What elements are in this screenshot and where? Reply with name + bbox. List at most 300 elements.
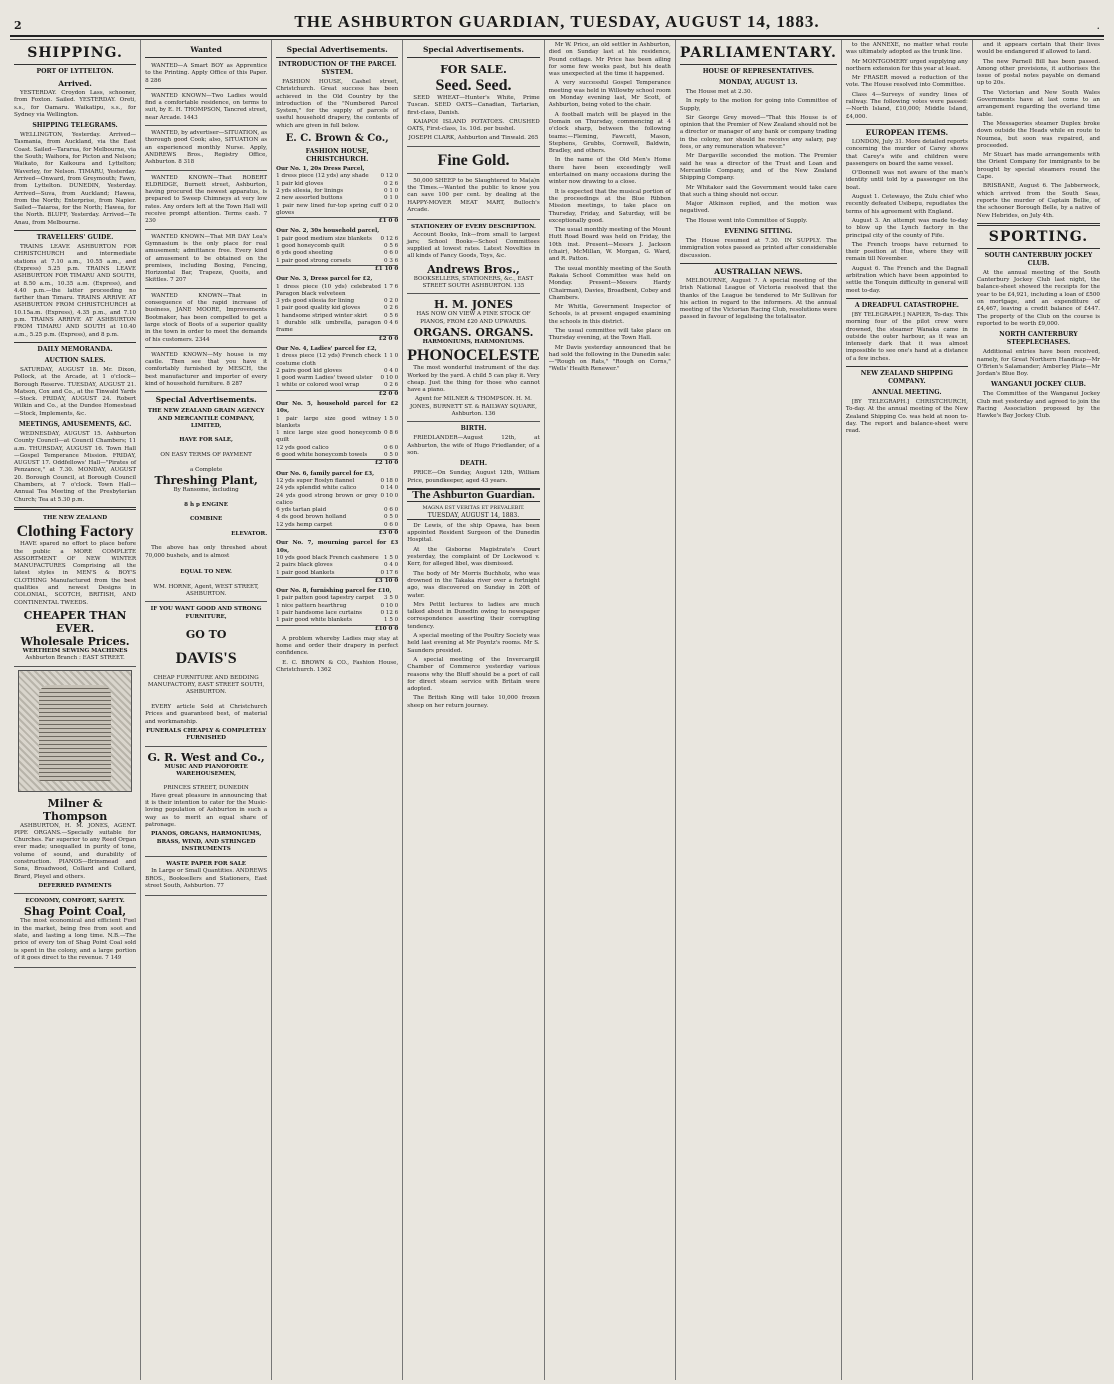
news-paragraph: Mr Dargaville seconded the motion. The Premier said he was a director of the Trust and Loan and Mercantile Company, and of the New Zealand Shipping Company. (679, 153, 837, 182)
evening-heading: EVENING SITTING. (724, 228, 793, 236)
threshing-title: Threshing Plant, (154, 473, 258, 487)
parcel-title: Our No. 6, family parcel for £3, (276, 470, 375, 477)
parcel-item (276, 522, 398, 529)
masthead-mark: . (1096, 19, 1100, 32)
parcel-item (276, 617, 398, 624)
sales-text: SATURDAY, AUGUST 18. Mr. Dixon, Pollock, at the Arcade, at 1 o'clock—Borough Reserve. TUESDAY, AUGUST 21. Matson, Cox and Co., at the Tinwald Yards—Stock. FRIDAY, AUGUST 24. Robert Wilkin and Co., at the Dundee Homestead—Stock, Implements, &c. (14, 366, 137, 417)
news-paragraph: The Messageries steamer Duplex broke down outside the Heads while en route to Noumea, but soon was repaired, and proceeded. (976, 120, 1100, 149)
parcel-item-price: 0 6 0 (384, 444, 399, 451)
parcel-total: £2 10 0 (276, 459, 398, 467)
arrived-text: YESTERDAY. Croydon Lass, schooner, from Foxton. Sailed. YESTERDAY. Oreti, s.s., for Oamaru. Waikatipu, s.s., for Sydney via Wellington. (14, 90, 137, 118)
catastrophe-heading: A DREADFUL CATASTROPHE. (854, 301, 959, 309)
column-1 (10, 40, 141, 1380)
parcel-item (276, 243, 398, 250)
news-paragraph: The usual committee will take place on Thursday evening, at the Town Hall. (548, 327, 671, 342)
phonoceleste-title: PHONOCELESTE (407, 347, 540, 365)
parcel-item (276, 610, 398, 617)
clark-text: JOSEPH CLARK, Ashburton and Tinwald. 265 (408, 135, 539, 142)
parcel-item-label: 1 pair good strong corsets (276, 257, 351, 264)
parcel-item-price: 0 6 0 (384, 521, 399, 528)
engine-text: 8 h p ENGINE (184, 501, 229, 508)
forsale-title: FOR SALE. (440, 63, 507, 76)
parcel-item (276, 430, 398, 445)
parcel-item (276, 313, 398, 320)
parcel-total: £3 0 0 (276, 529, 398, 537)
parcel-item-label: 1 good warm Ladies' tweed ulster (276, 375, 373, 382)
australian-heading: AUSTRALIAN NEWS. (714, 266, 803, 276)
parcel-item (276, 284, 398, 299)
news-paragraph: The Victorian and New South Wales Governments have at last come to an arrangement regarding the overland time table. (976, 89, 1100, 118)
horne-text: WM. HORNE, Agent, WEST STREET, ASHBURTON. (153, 583, 259, 598)
parcel-block (276, 346, 398, 398)
milner-ad (14, 795, 136, 895)
wanted-ad: WANTED—A Smart BOY as Apprentice to the Printing. Apply Office of this Paper. 8 286 (145, 61, 267, 89)
telegrams-heading: SHIPPING TELEGRAMS. (32, 122, 118, 130)
go-to: GO TO (185, 628, 227, 642)
travellers-text: TRAINS LEAVE ASHBURTON FOR CHRISTCHURCH and intermediate stations at 7.10 a.m., 10.55 a.m., and (Express) 5.25 p.m. TRAINS LEAVE ASHBURTON FOR TIMARU AND SOUTH, at 8.50 a.m., 10.35 a.m. (Express), and 4.40 p.m.—the latter proceeding no farther than Timaru. TRAINS ARRIVE AT ASHBURTON FROM CHRISTCHURCH at 10.15a.m. (Express), 4.35 p.m., and 7.10 p.m. TRAINS ARRIVE AT ASHBURTON FROM TIMARU AND SOUTH at 10.40 a.m., 5.25 p.m. (Express), and 8 p.m. (14, 244, 137, 338)
news-paragraph: The House went into Committee of Supply. (685, 217, 808, 224)
parcel-item (276, 493, 398, 508)
parcel-item-price: 0 8 6 (384, 430, 399, 437)
deferred-text: DEFERRED PAYMENTS (38, 882, 112, 889)
parcel-item-label: 1 white or colored wool wrap (276, 382, 360, 389)
parcel-item-price: 0 10 0 (380, 492, 399, 499)
parcel-item-label: 12 yds good calico (276, 444, 329, 451)
birth-heading: BIRTH. (460, 425, 487, 433)
parcel-item-price: 1 7 6 (384, 283, 399, 290)
paper-date: TUESDAY, AUGUST 14, 1883. (407, 512, 539, 520)
wanted-ad: WANTED, by advertiser—SITUATION, as thorough good Cook; also, SITUATION as an experienced monthly Nurse. Apply, ANDREWS Bros., Registry Office, Ashburton. 8 318 (145, 128, 267, 170)
parcel-item-label: 10 yds good black French cashmere (276, 554, 379, 561)
brown-footer: E. C. BROWN & CO., Fashion House, Christchurch. 1362 (276, 659, 399, 674)
news-paragraph: Mr FRASER moved a reduction of the vote. The House resolved into Committee. (845, 75, 968, 89)
west-sub: MUSIC AND PIANOFORTE WAREHOUSEMEN, (164, 763, 248, 777)
wanted-ad: WANTED KNOWN—Two Ladies would find a comfortable residence, on terms to suit, by E. H. THOMPSON, Tancred street, near Arcade. 1443 (145, 91, 267, 126)
news-paragraph: The new Parnell Bill has been passed. Among other provisions, it authorises the issue of postal notes payable on demand up to 20s. (976, 58, 1100, 87)
death-text: PRICE—On Sunday, August 12th, William Price, poundkeeper, aged 43 years. (407, 470, 540, 484)
parcel-block (276, 471, 398, 538)
seed-text: SEED WHEAT—Hunter's White, Prime Tuscan. SEED OATS—Canadian, Tartarian, first-class, Danish. (407, 95, 540, 116)
organs-title: ORGANS. ORGANS. (413, 325, 534, 339)
seed-title: Seed. Seed. (435, 77, 512, 94)
parcel-item-label: 4 ds good brown holland (276, 514, 347, 521)
column-2 (141, 40, 272, 1380)
news-paragraph: At the Gisborne Magistrate's Court yesterday, the complaint of Dr Lockwood v. Kerr, for alleged libel, was dismissed. (407, 546, 540, 568)
news-paragraph: The House met at 2.30. (685, 89, 753, 95)
wanganui-heading: WANGANUI JOCKEY CLUB. (991, 381, 1086, 389)
sporting-heading: SPORTING. (977, 229, 1100, 249)
parcel-title: Our No. 2, 30s household parcel, (276, 228, 380, 235)
news-body (407, 523, 539, 710)
wholesale-text: Wholesale Prices. (20, 634, 130, 648)
parcel-total: £3 10 0 (276, 577, 398, 585)
davis-title: DAVIS'S (175, 649, 237, 667)
death-heading: DEATH. (459, 460, 488, 468)
special-heading: Special Advertisements. (155, 395, 257, 405)
easy-terms: ON EASY TERMS OF PAYMENT (160, 452, 252, 459)
milner-text: ASHBURTON, H. M. JONES, AGENT. PIPE ORGANS.—Specially suitable for Churches. Far superior to any Reed Organ ever made; unequalled in purity of tone, volume of sound, and durability of construction. PIANOS—Brinsmead and Sons, Broadwood, Collard and Collard, Brard, Pleyel and others. (14, 822, 137, 880)
special-heading: Special Advertisements. (422, 45, 525, 54)
waste-title: WASTE PAPER FOR SALE (166, 861, 247, 868)
news-paragraph: The French troops have returned to their position at Hue, where they will remain till November. (845, 241, 968, 263)
news-paragraph: The British King will take 10,000 frozen sheep on her return journey. (407, 695, 540, 709)
parcel-item-label: 1 pair good white blankets (276, 617, 352, 624)
parcel-title: Our No. 1, 20s Dress Parcel, (276, 166, 365, 173)
parcel-item-label: 1 dress piece (10 yds) celebrated Paragon black velveteen (276, 283, 381, 297)
parcel-item-price: 0 5 0 (384, 514, 399, 521)
news-paragraph: A football match will be played in the Domain on Thursday, commencing at 4 o'clock sharp, between the following teams:—Fleming, Fawcett, Mason, Stephens, Grubbs, Cornwell, Baldwin, Bradley, and others. (548, 111, 671, 155)
account-text: Account Books, Ink—from small to largest jars; School Books—School Committees supplied at lowest rates. Latest Novelties in all kinds of Fancy Goods, Toys, &c. (407, 231, 540, 260)
parcel-item (276, 250, 398, 257)
european-heading: EUROPEAN ITEMS. (865, 127, 949, 137)
news-paragraph: Mr Stuart has made arrangements with the Orient Company for immigrants to be brought by special steamers round the Cape. (976, 152, 1100, 181)
house-heading: HOUSE OF REPRESENTATIVES. (702, 68, 814, 75)
parcel-item (276, 368, 398, 375)
parcel-block (276, 166, 398, 225)
parcel-block (276, 540, 398, 585)
parcel-block (276, 588, 398, 633)
have-for-sale: HAVE FOR SALE, (179, 437, 233, 444)
west-list: PIANOS, ORGANS, HARMONIUMS, BRASS, WIND, AND STRINGED INSTRUMENTS (150, 831, 262, 852)
problem-text: A problem whereby Ladies may stay at home and order their drapery in perfect confidence. (276, 635, 399, 657)
parcel-block (276, 276, 398, 343)
brown-title: E. C. Brown & Co., (285, 133, 389, 145)
steeple-heading: NORTH CANTERBURY STEEPLECHASES. (999, 331, 1078, 347)
parcel-item-label: 2 yds silesia, for linings (276, 187, 344, 194)
news-paragraph: Mr W. Price, an old settler in Ashburton, died on Sunday last at his residence, Pound cottage. Mr Price has been ailing for some few weeks past, but his death was unexpected at the time it happened. (548, 42, 671, 78)
parcel-item-label: 1 pair handsome lace curtains (276, 610, 363, 616)
funerals-text: FUNERALS CHEAPLY & COMPLETELY FURNISHED (146, 727, 267, 742)
news-paragraph: Mrs Pettit lectures to ladies are much talked about in Dunedin owing to newspaper correspondence asserting their corrupting tendency. (407, 601, 540, 630)
parcel-item-label: 6 good white honeycomb towels (276, 452, 368, 459)
annual-heading: ANNUAL MEETING. (872, 388, 942, 396)
parcel-item-price: 3 5 0 (384, 595, 399, 602)
andrews-sub: BOOKSELLERS, STATIONERS, &c., EAST STREET SOUTH ASHBURTON. 135 (413, 275, 534, 290)
parcel-item-price: 0 4 0 (384, 562, 399, 569)
parcel-item-price: 1 5 0 (384, 617, 399, 624)
parcel-item-label: 1 nice large size good honeycomb quilt (276, 430, 381, 444)
australian-text: MELBOURNE, August 7. A special meeting of the Irish National League of Victoria resolved that the thanks of the League be tendered to Mr Sullivan for his action in regard to the informers. At the annual meeting of the Victorian Racing Club, resolutions were passed in favour of legalising the totalisator. (679, 277, 837, 321)
parcel-item (276, 514, 398, 521)
parcel-item (276, 353, 398, 368)
wanted-list (145, 61, 267, 392)
meetings-heading: MEETINGS, AMUSEMENTS, &C. (18, 420, 132, 428)
parcel-item-price: 0 12 6 (380, 610, 399, 616)
news-paragraph: Major Atkinson replied, and the motion was negatived. (679, 201, 837, 215)
parcel-item-price: 0 18 0 (380, 477, 399, 484)
news-paragraph: Mr Whitaker said the Government would take care that such a thing should not occur. (679, 184, 837, 198)
parcel-item-price: 0 1 0 (384, 195, 399, 202)
parcel-item-label: 1 handsome striped winter skirt (276, 312, 368, 319)
parcel-total: £1 10 0 (276, 265, 398, 273)
parcel-item-label: 12 yds hemp carpet (276, 521, 333, 528)
parcel-item (276, 445, 398, 452)
clothing-heading: THE NEW ZEALAND (42, 514, 108, 521)
masthead (10, 6, 1104, 37)
parcel-item (276, 507, 398, 514)
parcel-item-price: 1 5 0 (384, 554, 399, 561)
paper-title: The Ashburton Guardian. (407, 488, 539, 502)
wanganui-text: The Committee of the Wanganui Jockey Club met yesterday and agreed to join the Racing Association proposed by the Hawke's Bay Jockey Club. (976, 391, 1100, 420)
sales-heading: AUCTION SALES. (44, 356, 106, 364)
every-article: EVERY article Sold at Christchurch Prices and guaranteed best, of material and workmanship. (145, 704, 268, 725)
special-heading: Special Advertisements. (286, 45, 388, 54)
parcel-title: Our No. 7, mourning parcel for £3 10s, (276, 540, 399, 554)
news-paragraph: Sir George Grey moved—"That this House is of opinion that the Premier of New Zealand should not be a director or manager of any bank or company trading in the colony, nor should he receive any salary, pay fees, or any remuneration whatever." (679, 114, 837, 151)
parcel-item-label: 3 yds good silesia for lining (276, 298, 355, 305)
news-paragraph: In the name of the Old Men's Home there have been exceedingly well entertained on many occasions during the winter now drawing to a close. (548, 157, 671, 186)
news-paragraph: A very successful Gospel Temperance meeting was held in Willowby school room on Monday evening last, Mr Scott, of Ashburton, being voted to the chair. (548, 80, 671, 109)
parcel-item (276, 195, 398, 202)
combine-text: COMBINE (189, 516, 223, 523)
if-you-want: IF YOU WANT GOOD AND STRONG FURNITURE, (150, 606, 262, 620)
parcel-item-price: 0 10 0 (380, 375, 399, 382)
west-ad (145, 749, 267, 858)
parcel-item-price: 0 2 6 (384, 180, 399, 187)
parcel-heading: INTRODUCTION OF THE PARCEL SYSTEM. (278, 61, 396, 76)
parcel-block (276, 228, 398, 273)
parcel-item-label: 24 yds splendid white calico (276, 485, 357, 492)
news-paragraph: August 3. An attempt was made to-day to blow up the Lynch factory in the principal city of the county of Fife. (845, 217, 968, 239)
masthead-title: THE ASHBURTON GUARDIAN, TUESDAY, AUGUST 14, 1883. (294, 12, 820, 31)
agency-name: THE NEW ZEALAND GRAIN AGENCY AND MERCANTILE COMPANY, LIMITED, (147, 408, 265, 429)
davis-text: CHEAP FURNITURE AND BEDDING MANUFACTORY, EAST STREET SOUTH, ASHBURTON. (147, 674, 265, 696)
parcel-item (276, 203, 398, 218)
phono-text: The most wonderful instrument of the day. Worked by the yard. A child 5 can play it. Very cheap. Just the thing for those who cannot have a piano. (407, 365, 540, 394)
news-paragraph: The usual monthly meeting of the Mount Hutt Road Board was held on Friday, the 10th inst. Present—Messrs J. Jackson (chair), McMillan, W. Morgan, G. Ward, and R. Patton. (548, 227, 671, 263)
parcel-item-label: 2 new assorted buttons (276, 195, 343, 202)
gold-title: Fine Gold. (437, 151, 510, 169)
parcel-item (276, 188, 398, 195)
davis-ad (145, 604, 267, 746)
west-addr: PRINCES STREET, DUNEDIN (163, 785, 249, 792)
news-paragraph: LONDON, July 31. More detailed reports concerning the murder of Carey shows that Carey's wife and children were passengers on board the same vessel. (845, 138, 968, 167)
wanted-ad: WANTED KNOWN—That ROBERT ELDRIDGE, Burnett street, Ashburton, having procured the newest apparatus, is prepared to Sweep Chimneys at very low rates. Any orders left at the Town Hall will receive prompt attention. Terms cash. 7 230 (145, 173, 267, 230)
elevator-text: ELEVATOR. (231, 530, 268, 537)
parcel-item-price: 0 12 6 (380, 235, 399, 242)
news-paragraph: Class 4—Surveys of sundry lines of railway. The following votes were passed:—North Island, £10,000; Middle Island, £4,000. (845, 91, 968, 120)
stationery-ad (407, 222, 539, 294)
news-paragraph: The body of Mr Morris Buchholz, who was drowned in the Takaka river over a fortnight ago, was discovered on Sunday in 20ft of water. (407, 570, 540, 599)
parcel-item-price: 0 5 6 (384, 243, 399, 250)
paper-motto: MAGNA EST VERITAS ET PREVALEBIT. (422, 505, 525, 512)
column-grid (10, 39, 1104, 1380)
parcel-item (276, 555, 398, 562)
news-paragraph: A special meeting of the Poultry Society was held last evening at Mr Poyntz's rooms. Mr S. Saunders presided. (407, 633, 540, 654)
parcel-title: Our No. 8, furnishing parcel for £10, (276, 588, 392, 595)
parcel-item (276, 595, 398, 602)
parcel-item (276, 478, 398, 485)
crushed-text: KAIAPOI ISLAND POTATOES. CRUSHED OATS, First-class, 1s. 10d. per bushel. (407, 118, 540, 133)
jones-text: HAS NOW ON VIEW A FINE STOCK OF PIANOS, FROM £20 AND UPWARDS. (416, 311, 531, 325)
news-paragraph: Dr Lewis, of the ship Opawa, has been appointed Resident Surgeon of the Dunedin Hospital. (407, 522, 540, 544)
parcel-item-label: 1 dress piece (12 yds) French check costume cloth (276, 353, 381, 367)
parcel-item-label: 1 pair kid gloves (276, 180, 324, 187)
parcel-item-label: 1 pair good blankets (276, 569, 335, 576)
milner-title: Milner & Thompson (42, 796, 108, 823)
parcel-item-price: 0 6 0 (384, 507, 399, 514)
parcel-item-label: 1 nice pattern hearthrug (276, 602, 347, 609)
news-paragraph: and it appears certain that their lives would be endangered if allowed to land. (976, 42, 1100, 56)
parcel-text: FASHION HOUSE, Cashel street, Christchurch. Great success has been achieved in the Old Country by the introduction of the "Numbered Parcel System," for the supply of parcels of useful household drapery, the contents of which are given in full below. (276, 79, 399, 129)
economy-text: ECONOMY, COMFORT, SAFETY. (25, 898, 125, 905)
news-paragraph: It is expected that the musical portion of the proceedings at the Blue Ribbon Mission meetings, to take place on Thursday, Friday, and Saturday, will be exceptionally good. (548, 188, 671, 224)
waste-ad (145, 859, 267, 896)
parcel-item (276, 375, 398, 382)
andrews-title: Andrews Bros., (427, 262, 520, 276)
parcel-item-label: 1 pair good medium size blankets (276, 235, 372, 242)
waste-text: In Large or Small Quantities. ANDREWS BROS., Booksellers and Stationers, East street South, Ashburton. 77 (145, 868, 268, 890)
travellers-heading: TRAVELLERS' GUIDE. (36, 234, 114, 242)
news-paragraph: Mr Davis yesterday announced that he had sold the following in the Dunedin sale:—"Rough on Rats," "Rough on Corns," "Wells' Health Renewer." (548, 344, 671, 373)
brown-sub: FASHION HOUSE, CHRISTCHURCH. (305, 148, 369, 164)
cheaper-text: CHEAPER THAN EVER. (23, 608, 127, 635)
evening-text: The House resumed at 7.30. IN SUPPLY. The immigration votes passed as printed after considerable discussion. (679, 238, 837, 259)
parcel-item (276, 258, 398, 265)
parcel-item (276, 382, 398, 389)
parcel-item-price: 0 6 0 (384, 250, 399, 257)
column-7 (842, 40, 973, 1380)
wanted-ad: WANTED KNOWN—That in consequence of the rapid increase of business, JANE MOORE, Improvements Bootmaker, has been compelled to get a large stock of Boots of a superior quality in the town in order to meet the demands of his customers. 2344 (145, 291, 267, 348)
page-number: 2 (14, 19, 22, 32)
harmoniums-title: HARMONIUMS, HARMONIUMS. (422, 338, 525, 345)
sheep-text: 50,000 SHEEP to be Slaughtered to Ma(a)n the Times.—Wanted the public to know you can save 100 per cent. by dealing at the HAPPY-MOVER MEAT MART, Bulloch's Arcade. (407, 177, 540, 213)
parcel-item-label: 24 yds good strong brown or grey calico (276, 492, 378, 506)
catastrophe-text: [BY TELEGRAPH.] NAPIER, To-day. This morning four of the pilot crew were drowned, the steamer Wanaka came in outside the outer harbour, as it was an intensely dark that it was almost impossible to see one's hand at a distance of a few inches. (845, 311, 968, 362)
parcel-item-price: 0 10 0 (380, 602, 399, 609)
parcel-title: Our No. 5, household parcel for £2 10s, (276, 400, 399, 415)
parcel-item-price: 0 5 0 (384, 452, 399, 459)
shipping-heading: SHIPPING. (14, 45, 136, 65)
news-paragraph: Mr MONTGOMERY urged supplying any northern extension for this year at least. (845, 58, 968, 72)
parcel-item-label: 1 dress piece (12 yds) any shade (276, 173, 369, 180)
parcel-item-price: 0 2 0 (384, 202, 399, 209)
parcel-total: £10 0 0 (276, 625, 398, 633)
news-paragraph: August 6. The French and the Dagnall arbitration which have been appointed to settle the Tonquin difficulty in general will meet to-day. (845, 265, 968, 294)
parcel-item (276, 320, 398, 335)
parcel-item (276, 181, 398, 188)
parcel-item (276, 173, 398, 180)
wertheim-text: WERTHEIM SEWING MACHINES (22, 647, 128, 654)
parcel-item-price: 0 2 6 (384, 305, 399, 312)
news-paragraph: to the ANNEXE, no matter what route was ultimately adopted as the trunk line. (845, 42, 968, 56)
memo-heading: DAILY MEMORANDA. (37, 345, 113, 353)
parcel-item-label: 6 yds tartan plaid (276, 507, 327, 514)
coal-ad (14, 896, 136, 968)
parcel-item (276, 562, 398, 569)
parcel-total: £1 0 0 (276, 217, 398, 225)
parcel-item-price: 0 5 6 (384, 312, 399, 319)
parcel-item-price: 0 4 6 (384, 320, 399, 327)
jockey-heading: SOUTH CANTERBURY JOCKEY CLUB. (984, 251, 1093, 267)
west-title: G. R. West and Co., (147, 750, 265, 764)
news-paragraph: O'Donnell was not aware of the man's identity until told by a passenger on the boat. (845, 170, 968, 191)
parcel-item-label: 6 yds good sheeting (276, 250, 333, 257)
arrived-heading: Arrived. (58, 79, 92, 88)
column-6 (676, 40, 842, 1380)
parcel-title: Our No. 4, Ladies' parcel for £2, (276, 345, 377, 352)
parcel-item (276, 570, 398, 577)
parcel-item-label: 2 pairs good kid gloves (276, 367, 342, 374)
news-paragraph: In reply to the motion for going into Committee of Supply, (679, 98, 837, 112)
parcel-item-label: 2 pairs black gloves (276, 562, 333, 569)
parcel-item-label: 12 yds super Roslyn flannel (276, 477, 355, 484)
parcel-title: Our No. 3, Dress parcel for £2, (276, 276, 373, 283)
news-paragraph: The usual monthly meeting of the South Rakaia School Committee was held on Monday. Present—Messrs Hardy (Chairman), Davies, Broadbent, Cobey and Chambers. (548, 265, 671, 301)
clothing-ad (14, 513, 136, 667)
meetings-text: WEDNESDAY, AUGUST 15. Ashburton County Council—at Council Chambers; 11 a.m. THURSDAY, AUGUST 16. Town Hall—Gospel Temperance Mission. FRIDAY, AUGUST 17. Oddfellows' Hall—"Pirates of Penzance," at 7.30. MONDAY, AUGUST 20. Borough Council, at Borough Council Chambers, at 7 o'clock. Town Hall—Annual Tea Meeting of the Presbyterian Church; Tea at 5.30 p.m. (14, 430, 137, 503)
parcel-item (276, 603, 398, 610)
parcel-item (276, 416, 398, 431)
parliamentary-heading: PARLIAMENTARY. (680, 45, 837, 65)
parcel-block (276, 401, 398, 468)
parcel-item-price: 0 1 0 (384, 187, 399, 194)
parcel-list (276, 166, 398, 633)
news-paragraph: Mr Whitla, Government Inspector of Schools, is at present engaged examining the schools in this district. (548, 304, 671, 325)
clothing-text: HAVE spared no effort to place before the public a MORE COMPLETE ASSORTMENT OF NEW WINTER MANUFACTURES Comprising all the latest styles in MEN'S & BOY'S CLOTHING Manufactured from the best qualities and newest Designs in COLONIAL, SCOTCH, BRITISH, AND CONTINENTAL TWEEDS. (14, 541, 137, 606)
parcel-item-price: 0 3 6 (384, 257, 399, 264)
nzshipping-heading: NEW ZEALAND SHIPPING COMPANY. (860, 369, 953, 385)
ransome-text: By Ransome, including (173, 486, 239, 493)
jones-title: H. M. JONES (433, 298, 513, 312)
column-8 (973, 40, 1104, 1380)
parcel-item (276, 305, 398, 312)
monday-heading: MONDAY, AUGUST 13. (719, 79, 798, 86)
threshed-text: The above has only threshed about 70,000 bushels, and is almost (145, 545, 268, 559)
parcel-total: £2 0 0 (276, 335, 398, 343)
branch-text: Ashburton Branch : EAST STREET. (25, 655, 125, 662)
shag-text: The most economical and efficient Fuel in the market, being free from soot and slate, and lasting a long time. N.B.—The price of every ton of Shag Point Coal sold is spent in the colony, and a large portion of it goes direct to the revenue. 7 149 (14, 918, 137, 961)
annual-text: [BY TELEGRAPH.] CHRISTCHURCH, To-day. At the annual meeting of the New Zealand Shipping Co. was held at noon to-day. The report and balance-sheet were read. (845, 398, 968, 435)
news-paragraph: A special meeting of the Invercargill Chamber of Commerce yesterday various reasons why the Bluff should be a port of call for direct steam service with Britain were adopted. (407, 656, 540, 693)
parcel-item-label: 1 durable silk umbrella, paragon frame (276, 320, 381, 334)
telegrams-text: WELLINGTON, Yesterday. Arrived—Tasmania, from Auckland, via the East Coast. Sailed—Tararua, for Melbourne, via the South; Waihora, for Picton and Nelson; Waikato, for Kaikoura and Lyttelton; Waverley, for Nelson. TIMARU, Yesterday. Arrived—Onward, from Greymouth; Fawn, from Lyttelton. DUNEDIN, Yesterday. Arrived—Suva, from Auckland; Hawea, from the North; Enterprise, from Napier. Sailed—Taiaroa, for the North; Hawea, for the North. BLUFF, Yesterday. Arrived—Te Anau, from Melbourne. (14, 132, 137, 226)
steeple-text: Additional entries have been received, namely, for Great Northern Handicap—Mr O'Brien's Salamander; Amberley Plate—Mr Jordan's Blue Boy. (976, 349, 1100, 378)
parcel-item-label: 1 pair large size good witney blankets (276, 415, 381, 429)
parcel-item (276, 298, 398, 305)
column-4 (403, 40, 544, 1380)
threshing-ad (145, 406, 267, 602)
parcel-item-label: 1 pair good quality kid gloves (276, 305, 361, 312)
parcel-item-price: 0 12 0 (380, 173, 399, 180)
parcel-item-price: 0 2 0 (384, 298, 399, 305)
stationery-title: STATIONERY OF EVERY DESCRIPTION. (411, 224, 536, 231)
wanted-heading: Wanted (190, 45, 222, 54)
birth-text: FRIEDLANDER—August 12th, at Ashburton, the wife of Hugo Friedlander, of a son. (407, 435, 540, 456)
port-heading: PORT OF LYTTELTON. (36, 68, 114, 75)
seed-ad (407, 61, 539, 147)
parcel-item-price: 0 14 0 (380, 485, 399, 492)
jones-ad (407, 296, 539, 422)
parcel-item (276, 485, 398, 492)
equal-text: EQUAL TO NEW. (180, 569, 232, 576)
agent-text: Agent for MILNER & THOMPSON. H. M. JONES, BURNETT ST. & RAILWAY SQUARE, Ashburton. 136 (410, 396, 537, 418)
parcel-item (276, 452, 398, 459)
complete-text: a Complete (189, 466, 223, 473)
shag-title: Shag Point Coal, (23, 905, 127, 919)
parcel-total: £2 0 0 (276, 390, 398, 398)
jockey-text: At the annual meeting of the South Canterbury Jockey Club last night, the balance-sheet showed the receipts for the year to be £4,921, including a loan of £500 on mortgage, and an expenditure of £4,467, leaving a credit balance of £447. The property of the Club on the course is reported to be worth £9,000. (976, 269, 1100, 327)
parcel-item-price: 0 2 6 (384, 382, 399, 389)
gold-ad (407, 149, 539, 174)
news-paragraph: BRISBANE, August 6. The Jabberwock, which arrived from the South Seas, reports the murder of Captain Bellie, of the schooner Borough Belle, by a native of New Hebrides, on July 4th. (976, 183, 1100, 219)
parcel-item-label: 1 good honeycomb quilt (276, 243, 345, 250)
sheep-ad (407, 176, 539, 220)
news-paragraph: August 1. Cetewayo, the Zulu chief who recently defeated Usibepu, repudiates the terms of his agreement with England. (845, 194, 968, 215)
column-3 (272, 40, 403, 1380)
column-5 (545, 40, 676, 1380)
wanted-ad: WANTED KNOWN—That MR DAY Lea's Gymnasium is the only place for real amusement; admittance free. Every kind of amusement to be obtained on the premises, including Boxing, Fencing, Horizontal Bar, Trapeze, Quoits, and Skittles. 7 207 (145, 232, 267, 289)
